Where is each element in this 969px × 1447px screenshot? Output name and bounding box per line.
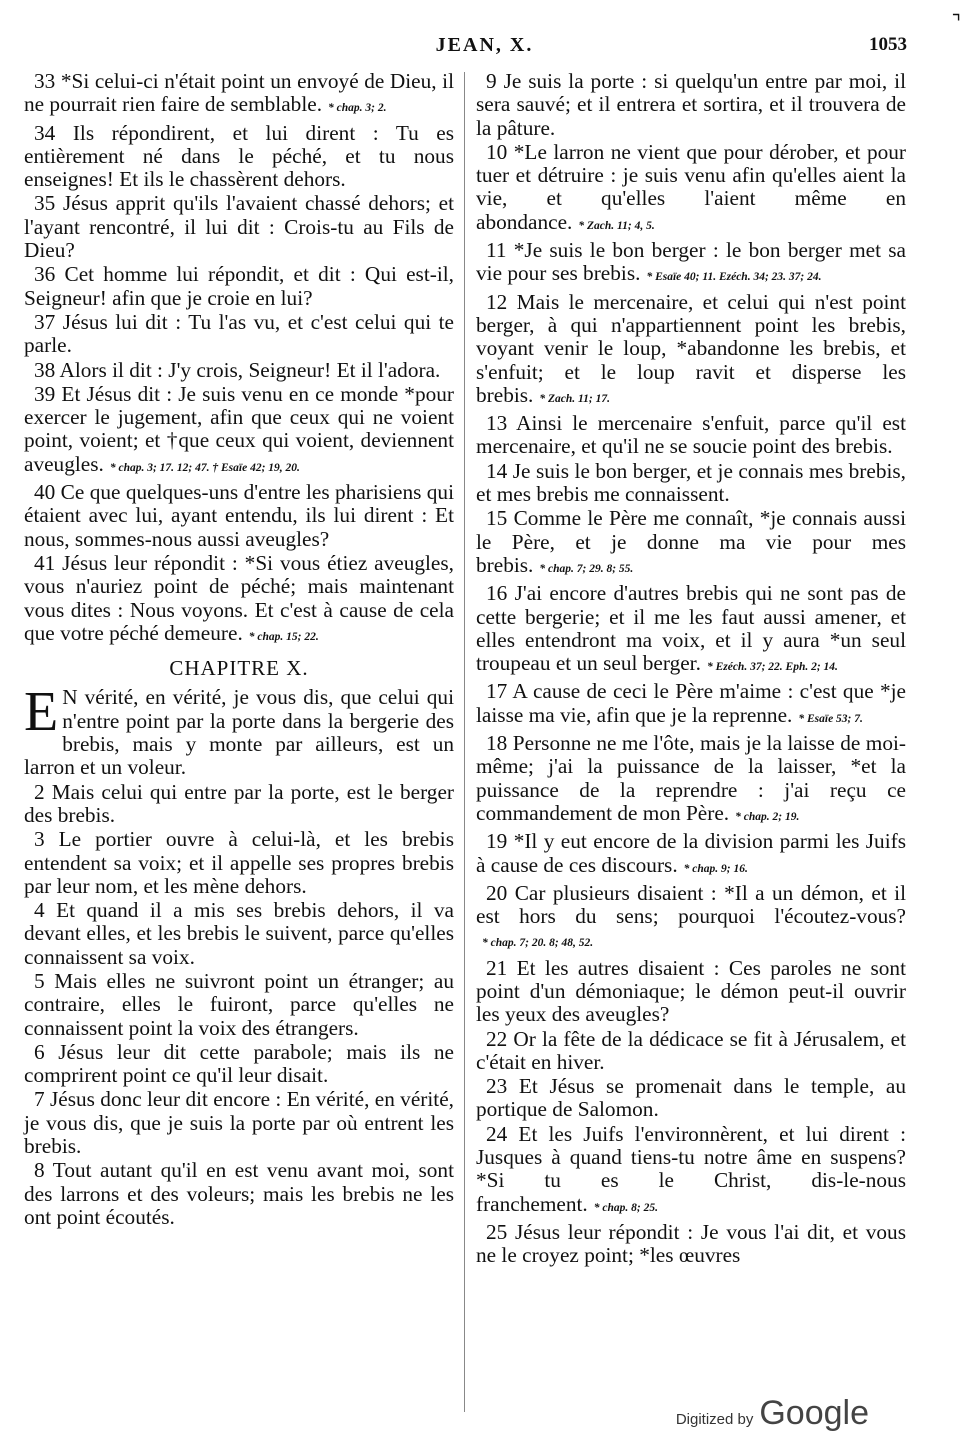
verse-10-1 xyxy=(24,681,454,780)
verse-9-41 xyxy=(24,552,454,649)
verse-10-25: 25 Jésus leur répondit : Je vous l'ai dit, et vous ne le croyez point; *les œuvres xyxy=(476,1219,906,1268)
verse-text: 18 Personne ne me l'ôte, mais je la laisse de moi-même; j'ai la puissance de la laisser, *et la puissance de la reprendre : j'ai reçu ce commandement de mon Père. xyxy=(476,731,906,825)
verse-10-7: 7 Jésus donc leur dit encore : En vérité, en vérité, je vous dis, que je suis la porte par où entrent les brebis. xyxy=(24,1087,454,1159)
corner-mark: ⌝ xyxy=(951,12,961,34)
verse-10-12 xyxy=(476,291,906,411)
verse-text: 15 Comme le Père me connaît, *je connais aussi le Père, et je donne ma vie pour mes brebis. xyxy=(476,506,906,577)
cross-reference: * chap. 8; 25. xyxy=(593,1201,658,1214)
verse-10-24 xyxy=(476,1123,906,1220)
verse-text: 10 *Le larron ne vient que pour dérober, et pour tuer et détruire : je suis venu afin qu'elles aient la vie, et qu'elles l'aient même en abondance. xyxy=(476,139,906,234)
verse-10-11 xyxy=(476,239,906,290)
verse-9-38: 38 Alors il dit : J'y crois, Seigneur! Et il l'adora. xyxy=(34,357,441,382)
verse-10-8: 8 Tout autant qu'il en est venu avant moi, sont des larrons et des voleurs; mais les brebis ne les ont point écoutés. xyxy=(24,1158,454,1229)
verse-10-4: 4 Et quand il a mis ses brebis dehors, il va devant elles, et les brebis le suivent, parce qu'elles connaissent sa voix. xyxy=(24,898,454,969)
verse-text: 19 *Il y eut encore de la division parmi les Juifs à cause de ces discours. xyxy=(476,829,906,877)
verse-10-20 xyxy=(476,882,906,956)
verse-text: N vérité, en vérité, je vous dis, que celui qui n'entre point par la porte dans la bergerie des brebis, mais y monte par ailleurs, est un larron et un voleur. xyxy=(24,685,454,780)
drop-cap: E xyxy=(24,681,59,744)
verse-10-21: 21 Et les autres disaient : Ces paroles ne sont point d'un démoniaque; le démon peut-il ouvrir les yeux des aveugles? xyxy=(476,955,906,1027)
verse-text: 24 Et les Juifs l'environnèrent, et lui dirent : Jusques à quand tiens-tu notre âme en suspens? *Si tu es le Christ, dis-le-nous franchement. xyxy=(476,1121,906,1216)
verse-text: 11 *Je suis le bon berger : le bon berger met sa vie pour ses brebis. xyxy=(476,238,906,286)
verse-9-40: 40 Ce que quelques-uns d'entre les pharisiens qui étaient avec lui, ayant entendu, ils lui dirent : Et nous, sommes-nous aussi aveugles? xyxy=(24,480,454,551)
verse-text: 41 Jésus leur répondit : *Si vous étiez aveugles, vous n'auriez point de péché; mais maintenant vous dites : Nous voyons. Et c'est à cause de cela que votre péché demeure. xyxy=(24,550,454,645)
verse-9-35: 35 Jésus apprit qu'ils l'avaient chassé dehors; et l'ayant rencontré, il lui dit : Crois-tu au Fils de Dieu? xyxy=(24,191,454,263)
verse-9-39 xyxy=(24,383,454,480)
verse-10-17 xyxy=(476,680,906,731)
verse-10-14: 14 Je suis le bon berger, et je connais mes brebis, et mes brebis me connaissent. xyxy=(476,458,906,507)
verse-text: 16 J'ai encore d'autres brebis qui ne sont pas de cette bergerie; et il me les faut aussi amener, et elles entendront ma voix, et il y aura *un seul troupeau et un seul berger. xyxy=(476,581,906,676)
verse-10-5: 5 Mais elles ne suivront point un étranger; au contraire, elles le fuiront, parce qu'elles ne connaissent point la voix des étrangers. xyxy=(24,968,454,1040)
right-column xyxy=(476,70,906,1269)
verse-10-16 xyxy=(476,582,906,679)
verse-9-33 xyxy=(24,70,454,121)
digitized-by-google-watermark xyxy=(676,1394,869,1433)
verse-9-34: 34 Ils répondirent, et lui dirent : Tu es entièrement né dans le péché, et tu nous enseignes! Et ils le chassèrent dehors. xyxy=(24,120,454,192)
column-divider xyxy=(464,72,465,1412)
cross-reference: * Ezéch. 37; 22. Eph. 2; 14. xyxy=(706,661,838,674)
cross-reference: * chap. 9; 16. xyxy=(683,862,748,875)
verse-10-10 xyxy=(476,141,906,238)
cross-reference: * Esaïe 53; 7. xyxy=(798,712,863,725)
verse-10-23: 23 Et Jésus se promenait dans le temple, au portique de Salomon. xyxy=(476,1074,906,1122)
page-header xyxy=(0,34,969,64)
verse-text: 20 Car plusieurs disaient : *Il a un démon, et il est hors du sens; pourquoi l'écoutez-vous? xyxy=(476,880,906,929)
verse-10-19 xyxy=(476,830,906,881)
verse-10-13: 13 Ainsi le mercenaire s'enfuit, parce qu'il est mercenaire, et qu'il ne se soucie point des brebis. xyxy=(476,411,906,459)
cross-reference: * chap. 7; 29. 8; 55. xyxy=(539,562,634,575)
verse-9-37: 37 Jésus lui dit : Tu l'as vu, et c'est celui qui te parle. xyxy=(24,309,454,358)
verse-10-9: 9 Je suis la porte : si quelqu'un entre par moi, il sera sauvé; et il entrera et sortira, et il trouvera de la pâture. xyxy=(476,69,906,140)
verse-10-18 xyxy=(476,732,906,829)
cross-reference: * Zach. 11; 17. xyxy=(539,392,610,405)
left-column xyxy=(24,70,454,1230)
cross-reference: * chap. 2; 19. xyxy=(735,810,800,823)
cross-reference: * chap. 15; 22. xyxy=(248,630,319,643)
verse-text: 12 Mais le mercenaire, et celui qui n'est point berger, à qui n'appartiennent point les brebis, voyant venir le loup, *abandonne les brebis, et s'enfuit; et le loup ravit et disperse les brebis. xyxy=(476,289,906,407)
cross-reference: * chap. 3; 2. xyxy=(328,102,387,115)
verse-9-36: 36 Cet homme lui répondit, et dit : Qui est-il, Seigneur! afin que je croie en lui? xyxy=(24,262,454,310)
page-number: 1053 xyxy=(869,34,907,55)
chapter-heading: CHAPITRE X. xyxy=(169,656,309,681)
cross-reference: * Zach. 11; 4, 5. xyxy=(578,219,655,232)
digitized-label: Digitized by xyxy=(675,1411,754,1428)
verse-text: 33 *Si celui-ci n'était point un envoyé de Dieu, il ne pourrait rien faire de semblable. xyxy=(24,69,454,117)
google-logo: Google xyxy=(759,1394,869,1432)
verse-10-3: 3 Le portier ouvre à celui-là, et les brebis entendent sa voix; et il appelle ses propres brebis par leur nom, et les mène dehors. xyxy=(24,827,454,898)
cross-reference: * chap. 7; 20. 8; 48, 52. xyxy=(482,937,594,950)
cross-reference: * Esaïe 40; 11. Ezéch. 34; 23. 37; 24. xyxy=(646,271,822,284)
verse-10-15 xyxy=(476,507,906,581)
cross-reference: * chap. 3; 17. 12; 47. † Esaïe 42; 19, 20. xyxy=(109,461,300,474)
verse-10-22: 22 Or la fête de la dédicace se fit à Jérusalem, et c'était en hiver. xyxy=(476,1026,906,1074)
verse-10-2: 2 Mais celui qui entre par la porte, est le berger des brebis. xyxy=(24,779,454,827)
verse-text: 39 Et Jésus dit : Je suis venu en ce monde *pour exercer le jugement, afin que ceux qui ne voient point, voient; et †que ceux qui voient, deviennent aveugles. xyxy=(24,381,454,476)
verse-text: 17 A cause de ceci le Père m'aime : c'est que *je laisse ma vie, afin que je la reprenne. xyxy=(476,679,906,727)
verse-10-6: 6 Jésus leur dit cette parabole; mais ils ne comprirent point ce qu'il leur disait. xyxy=(24,1039,454,1088)
running-title: JEAN, X. xyxy=(435,34,534,56)
